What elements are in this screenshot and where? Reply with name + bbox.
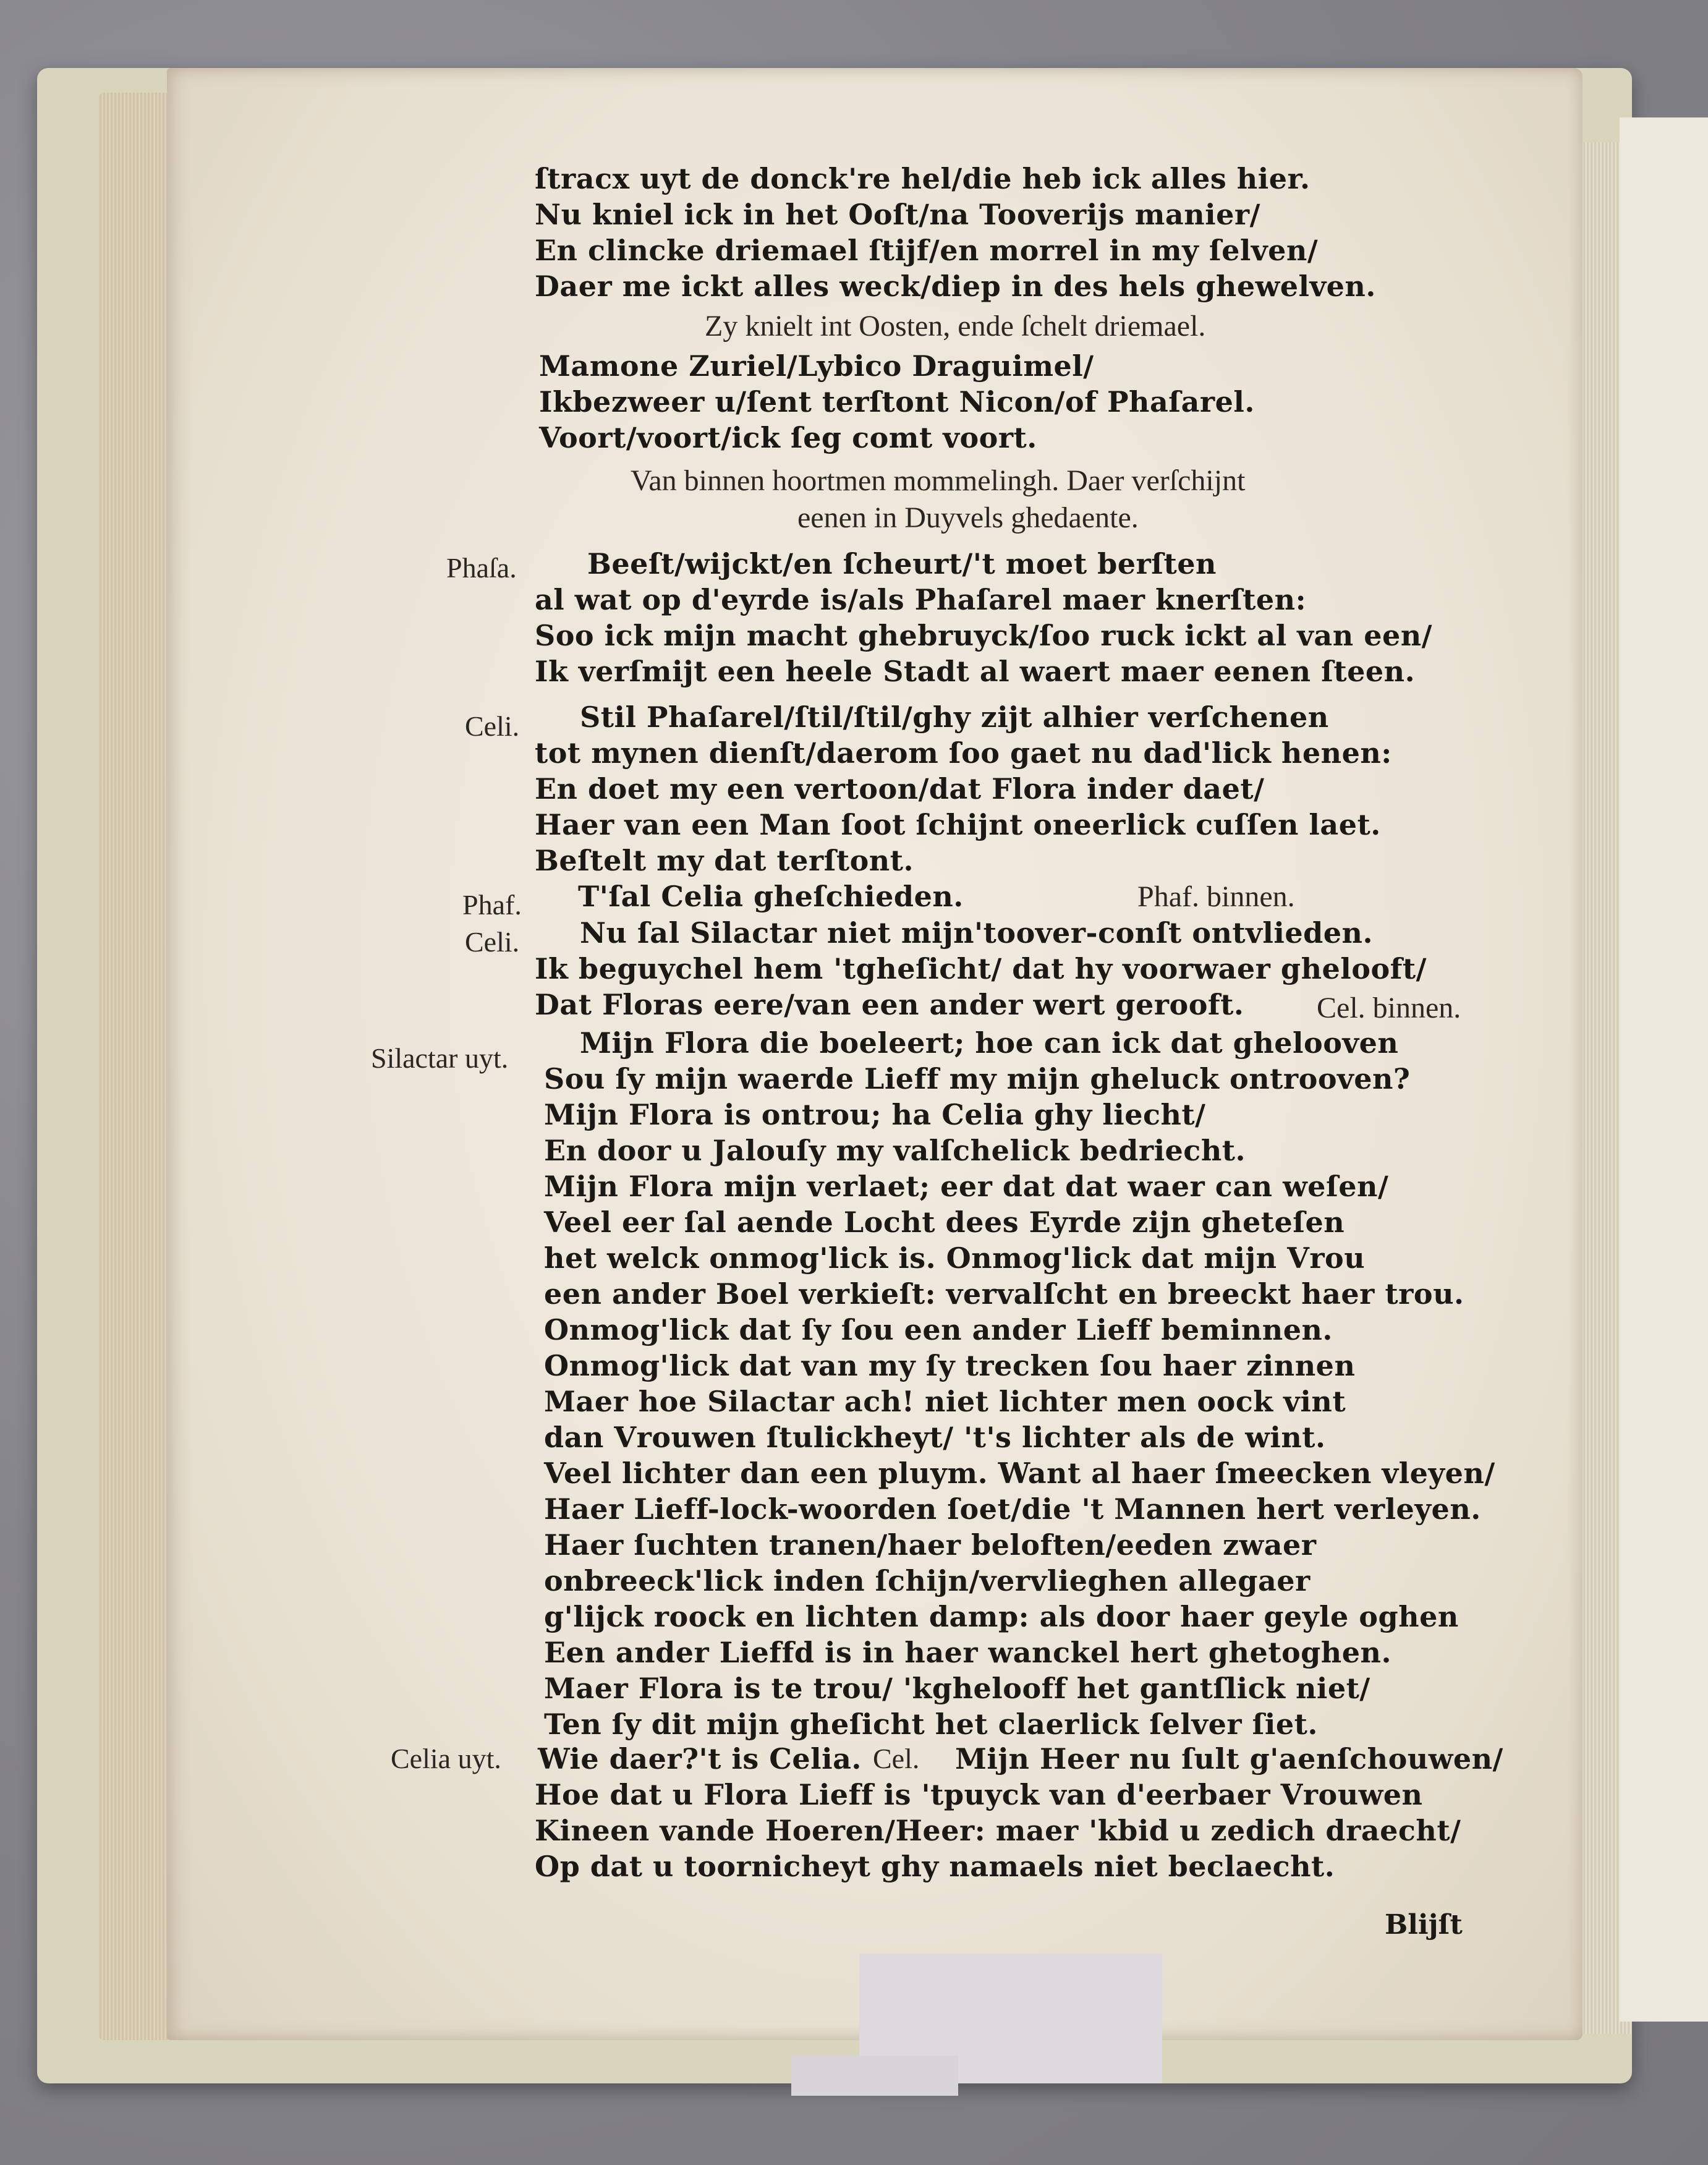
speaker-label: Celi. [465,926,520,958]
verse-line: Beſtelt my dat terſtont. [535,844,914,877]
stage-direction: Zy knielt int Oosten, ende ſchelt driemael. [705,310,1206,342]
verse-line: En door u Jalouſy my valſchelick bedriecht. [544,1134,1246,1167]
verse-line: Mijn Flora die boeleert; hoe can ick dat ghelooven [580,1026,1399,1060]
verse-line: het welck onmog'lick is. Onmog'lick dat mijn Vrou [544,1241,1366,1275]
verse-line: Mamone Zuriel/Lybico Draguimel/ [539,349,1094,383]
verse-line: ſtracx uyt de donck're hel/die heb ick alles hier. [535,162,1311,195]
verse-line: Daer me ickt alles weck/diep in des hels ghewelven. [535,270,1376,303]
verse-line: Kineen vande Hoeren/Heer: maer 'kbid u zedich draecht/ [535,1814,1461,1847]
verse-line: Mijn Flora mijn verlaet; eer dat dat waer can weſen/ [544,1170,1389,1203]
verse-line: Een ander Lieffd is in haer wanckel hert ghetoghen. [544,1636,1391,1669]
stage-direction: Van binnen hoortmen mommelingh. Daer verſchijnt [631,464,1246,497]
verse-line: En doet my een vertoon/dat Flora inder daet/ [535,772,1265,806]
speaker-label: Silactar uyt. [371,1042,509,1074]
exit-direction: Phaf. binnen. [1137,880,1295,913]
verse-line: tot mynen dienſt/daerom ſoo gaet nu dad'lick henen: [535,736,1392,770]
verse-line: Ik verſmijt een heele Stadt al waert maer eenen ſteen. [535,655,1416,688]
verse-line: Nu ſal Silactar niet mijn'toover-conſt ontvlieden. [580,916,1373,950]
verse-line: dan Vrouwen ſtulickheyt/ 't's lichter als de wint. [544,1421,1326,1454]
stage-direction: eenen in Duyvels ghedaente. [797,501,1139,534]
verse-line: Maer hoe Silactar ach! niet lichter men oock vint [544,1385,1346,1418]
verse-line: Ik beguychel hem 'tgheſicht/ dat hy voorwaer ghelooft/ [535,952,1427,985]
verse-line: Maer Flora is te trou/ 'kghelooff het gantſlick niet/ [544,1672,1370,1705]
verse-line: al wat op d'eyrde is/als Phaſarel maer knerſten: [535,583,1307,616]
verse-line: Mijn Heer nu ſult g'aenſchouwen/ [955,1742,1503,1776]
speaker-label: Phaf. [462,889,522,921]
verse-line: Beeſt/wijckt/en ſcheurt/'t moet berſten [587,547,1217,581]
verse-line: Haer Lieff-lock-woorden ſoet/die 't Mannen hert verleyen. [544,1492,1481,1526]
verse-line: Dat Floras eere/van een ander wert gerooft. [535,988,1244,1021]
verse-line: Ikbezweer u/ſent terſtont Nicon/of Phaſarel. [539,385,1255,419]
verse-line: Ten ſy dit mijn gheſicht het claerlick ſelver ſiet. [544,1708,1318,1741]
verse-line: Stil Phaſarel/ſtil/ſtil/ghy zijt alhier verſchenen [580,700,1329,734]
catchword: Blijſt [1385,1909,1463,1941]
verse-line: Mijn Flora is ontrou; ha Celia ghy liecht/ [544,1098,1206,1131]
verse-line: Nu kniel ick in het Ooſt/na Tooverijs manier/ [535,198,1260,231]
verse-line: Wie daer?'t is Celia. [538,1742,862,1776]
verse-line: Sou ſy mijn waerde Lieff my mijn gheluck ontrooven? [544,1062,1411,1095]
verse-line: Soo ick mijn macht ghebruyck/ſoo ruck ickt al van een/ [535,619,1432,652]
verse-line: Voort/voort/ick ſeg comt voort. [539,421,1037,454]
verse-line: T'ſal Celia gheſchieden. [578,880,964,913]
verse-line: Haer van een Man ſoot ſchijnt oneerlick cuſſen laet. [535,808,1381,841]
exit-direction: Cel. binnen. [1317,992,1461,1024]
verse-line: Hoe dat u Flora Lieff is 'tpuyck van d'eerbaer Vrouwen [535,1778,1423,1811]
verse-line: Op dat u toornicheyt ghy namaels niet beclaecht. [535,1850,1335,1883]
verse-line: Onmog'lick dat ſy ſou een ander Lieff beminnen. [544,1313,1333,1346]
verse-line: een ander Boel verkieſt: vervalſcht en breeckt haer trou. [544,1277,1464,1311]
verse-line: g'lijck roock en lichten damp: als door haer geyle oghen [544,1600,1459,1633]
verse-line: Onmog'lick dat van my ſy trecken ſou haer zinnen [544,1349,1356,1382]
verse-line: onbreeck'lick inden ſchijn/vervlieghen allegaer [544,1564,1311,1597]
speaker-label: Celi. [465,710,520,742]
speaker-label: Cel. [873,1743,920,1774]
verse-line: En clincke driemael ſtijf/en morrel in my ſelven/ [535,234,1319,267]
speaker-label: Phaſa. [446,552,517,584]
verse-line: Haer ſuchten tranen/haer beloften/eeden zwaer [544,1528,1317,1562]
speaker-label: Celia uyt. [391,1743,501,1774]
verse-line: Veel eer ſal aende Locht dees Eyrde zijn gheteſen [544,1206,1345,1239]
verse-line: Veel lichter dan een pluym. Want al haer ſmeecken vleyen/ [544,1457,1495,1490]
